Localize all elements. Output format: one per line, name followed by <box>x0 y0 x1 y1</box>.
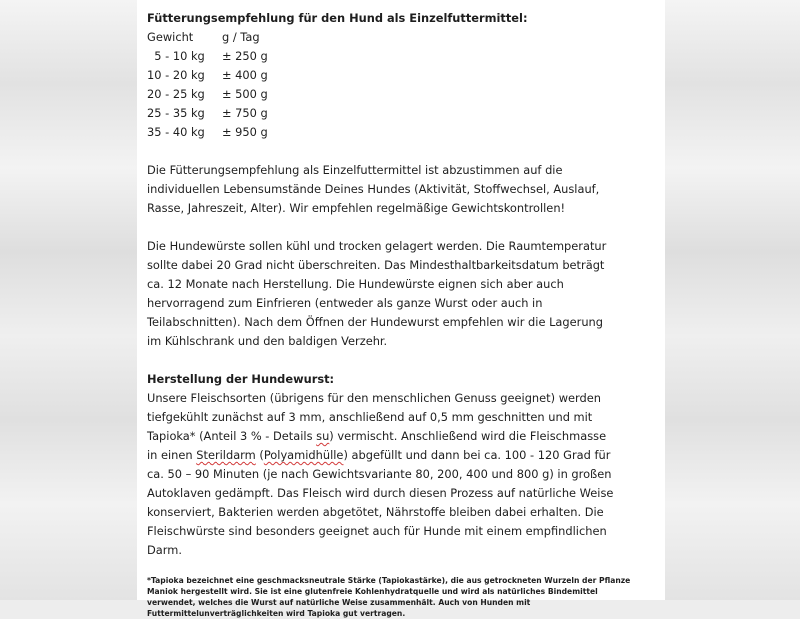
footnote-line: Maniok hergestellt wird. Sie ist eine glutenfreie Kohlenhydratquelle und wird als natürliches Bindemittel <box>147 587 598 596</box>
tapioka-footnote <box>147 575 665 619</box>
paragraph-line: Die Fütterungsempfehlung als Einzelfuttermittel ist abzustimmen auf die <box>147 163 563 177</box>
paragraph-line: ca. 50 – 90 Minuten (je nach Gewichtsvariante 80, 200, 400 und 800 g) in großen <box>147 467 612 481</box>
feeding-heading: Fütterungsempfehlung für den Hund als Einzelfuttermittel: <box>147 11 528 25</box>
table-row <box>147 123 268 142</box>
footnote-line: verwendet, welches die Wurst auf natürliche Weise zusammenhält. Auch von Hunden mit <box>147 598 531 607</box>
text-segment: ) vermischt. Anschließend wird die Fleischmasse <box>329 429 607 443</box>
table-row <box>147 104 268 123</box>
background-left <box>0 0 140 600</box>
text-segment: Tapioka* (Anteil 3 % - Details <box>147 429 317 443</box>
paragraph-line: Darm. <box>147 543 182 557</box>
footnote-line: *Tapioka bezeichnet eine geschmacksneutrale Stärke (Tapiokastärke), die aus getrockneten Wurzeln der Pflanze <box>147 576 631 585</box>
table-row <box>147 47 268 66</box>
feeding-table <box>147 28 268 142</box>
text-segment: in einen <box>147 448 197 462</box>
weight-cell: 25 - 35 kg <box>147 106 205 120</box>
text-segment: ( <box>255 448 264 462</box>
amount-cell: ± 750 g <box>222 106 268 120</box>
spellcheck-word: su <box>316 429 330 443</box>
paragraph-line: individuellen Lebensumstände Deines Hundes (Aktivität, Stoffwechsel, Auslauf, <box>147 182 600 196</box>
table-row <box>147 66 268 85</box>
paragraph-line: tiefgekühlt zunächst auf 3 mm, anschließend auf 0,5 mm geschnitten und mit <box>147 410 593 424</box>
table-header-row <box>147 28 268 47</box>
text-segment: ) abgefüllt und dann bei ca. 100 - 120 Grad für <box>343 448 611 462</box>
paragraph-line: Die Hundewürste sollen kühl und trocken gelagert werden. Die Raumtemperatur <box>147 239 607 253</box>
document-page <box>137 0 665 618</box>
paragraph-line: Autoklaven gedämpft. Das Fleisch wird durch diesen Prozess auf natürliche Weise <box>147 486 614 500</box>
production-section <box>147 370 665 560</box>
paragraph-line <box>147 427 665 446</box>
paragraph-line: konserviert, Bakterien werden abgetötet, Nährstoffe bleiben dabei erhalten. Die <box>147 505 604 519</box>
weight-cell: 10 - 20 kg <box>147 68 205 82</box>
amount-cell: ± 400 g <box>222 68 268 82</box>
storage-paragraph <box>147 237 665 351</box>
paragraph-line: ca. 12 Monate nach Herstellung. Die Hundewürste eignen sich aber auch <box>147 277 564 291</box>
paragraph-line: Unsere Fleischsorten (übrigens für den menschlichen Genuss geeignet) werden <box>147 391 601 405</box>
amount-cell: ± 950 g <box>222 125 268 139</box>
paragraph-line: Rasse, Jahreszeit, Alter). Wir empfehlen regelmäßige Gewichtskontrollen! <box>147 201 566 215</box>
weight-cell: 20 - 25 kg <box>147 87 205 101</box>
spellcheck-word: Sterildarm <box>196 448 256 462</box>
weight-cell: 5 - 10 kg <box>147 49 205 63</box>
production-heading: Herstellung der Hundewurst: <box>147 372 335 386</box>
paragraph-line: Teilabschnitten). Nach dem Öffnen der Hundewurst empfehlen wir die Lagerung <box>147 315 603 329</box>
paragraph-line: hervorragend zum Einfrieren (entweder als ganze Wurst oder auch in <box>147 296 543 310</box>
amount-cell: ± 500 g <box>222 87 268 101</box>
background-right <box>665 0 800 600</box>
feeding-note-paragraph <box>147 161 665 218</box>
paragraph-line: sollte dabei 20 Grad nicht überschreiten. Das Mindesthaltbarkeitsdatum beträgt <box>147 258 605 272</box>
col-weight-header: Gewicht <box>147 30 194 44</box>
weight-cell: 35 - 40 kg <box>147 125 205 139</box>
paragraph-line <box>147 446 665 465</box>
paragraph-line: Fleischwürste sind besonders geeignet auch für Hunde mit einem empfindlichen <box>147 524 607 538</box>
spellcheck-word: Polyamidhülle <box>263 448 344 462</box>
col-amount-header: g / Tag <box>222 30 260 44</box>
paragraph-line: im Kühlschrank und den baldigen Verzehr. <box>147 334 388 348</box>
table-row <box>147 85 268 104</box>
amount-cell: ± 250 g <box>222 49 268 63</box>
footnote-line: Futtermittelunverträglichkeiten wird Tapioka gut vertragen. <box>147 609 406 618</box>
